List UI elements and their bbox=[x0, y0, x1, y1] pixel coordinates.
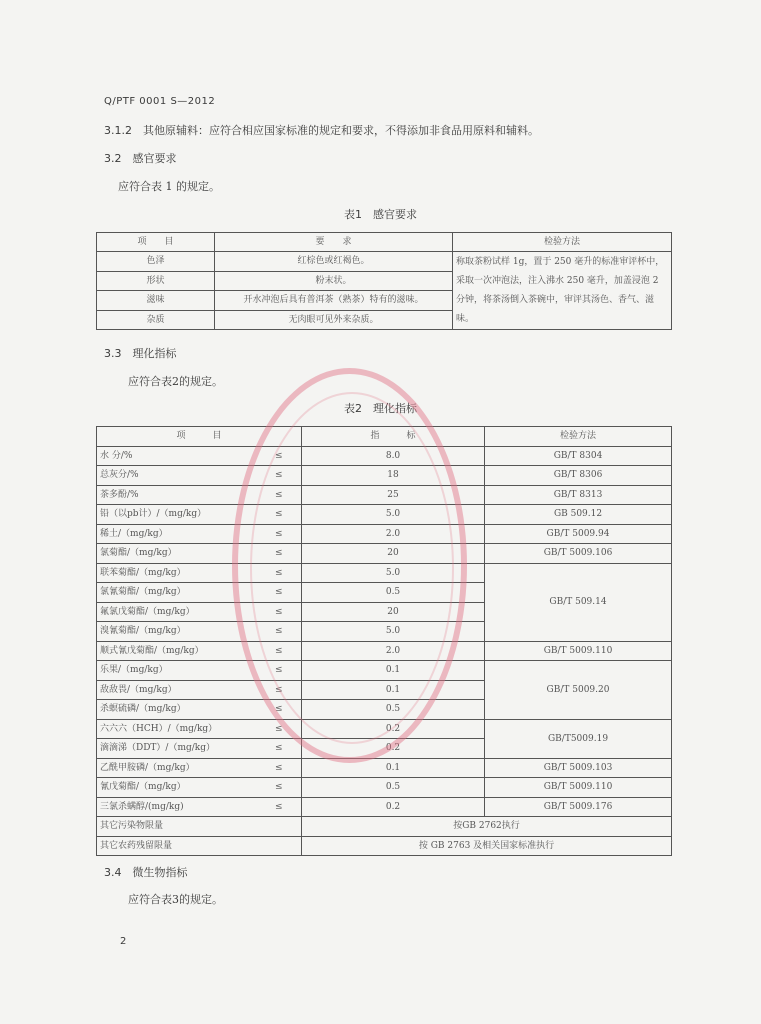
item-cell: 滴滴涕（DDT）/（mg/kg） bbox=[97, 739, 257, 759]
requirement-cell: 红棕色或红褐色。 bbox=[215, 252, 453, 272]
method-cell: GB/T 509.14 bbox=[485, 563, 672, 641]
heading-3-3: 3.3 理化指标 bbox=[104, 347, 177, 360]
value-cell: 0.2 bbox=[302, 797, 485, 817]
value-cell: 5.0 bbox=[302, 622, 485, 642]
value-cell: 8.0 bbox=[302, 446, 485, 466]
value-cell: 2.0 bbox=[302, 524, 485, 544]
table-row bbox=[97, 797, 672, 817]
method-cell: GB/T 8313 bbox=[485, 485, 672, 505]
value-cell: 0.5 bbox=[302, 778, 485, 798]
symbol-cell: ≤ bbox=[257, 758, 302, 778]
item-cell: 乙酰甲胺磷/（mg/kg） bbox=[97, 758, 257, 778]
item-cell: 总灰分/% bbox=[97, 466, 257, 486]
table-row bbox=[97, 817, 672, 837]
symbol-cell: ≤ bbox=[257, 641, 302, 661]
symbol-cell: ≤ bbox=[257, 563, 302, 583]
item-cell: 敌敌畏/（mg/kg） bbox=[97, 680, 257, 700]
table-header-row bbox=[97, 427, 672, 447]
value-cell: 0.1 bbox=[302, 680, 485, 700]
value-cell: 0.1 bbox=[302, 661, 485, 681]
symbol-cell: ≤ bbox=[257, 719, 302, 739]
symbol-cell: ≤ bbox=[257, 661, 302, 681]
method-cell: GB/T 5009.176 bbox=[485, 797, 672, 817]
table-row bbox=[97, 524, 672, 544]
value-cell: 0.1 bbox=[302, 758, 485, 778]
method-cell: GB/T 5009.110 bbox=[485, 778, 672, 798]
method-cell: GB/T 5009.94 bbox=[485, 524, 672, 544]
item-cell: 三氯杀螨醇/(mg/kg) bbox=[97, 797, 257, 817]
clause-3-1-2: 3.1.2 其他原辅料：应符合相应国家标准的规定和要求，不得添加非食品用原料和辅料。 bbox=[104, 124, 539, 137]
item-cell: 氯菊酯/（mg/kg） bbox=[97, 544, 257, 564]
symbol-cell: ≤ bbox=[257, 466, 302, 486]
header-cell: 指 标 bbox=[302, 427, 485, 447]
item-cell: 杂质 bbox=[97, 310, 215, 330]
method-cell: GB/T 8304 bbox=[485, 446, 672, 466]
table-row bbox=[97, 661, 672, 681]
item-cell: 联苯菊酯/（mg/kg） bbox=[97, 563, 257, 583]
symbol-cell: ≤ bbox=[257, 778, 302, 798]
para-3-4: 应符合表3的规定。 bbox=[128, 893, 223, 906]
header-cell: 项 目 bbox=[97, 233, 215, 252]
para-3-2: 应符合表 1 的规定。 bbox=[118, 180, 220, 193]
value-cell: 5.0 bbox=[302, 505, 485, 525]
standard-number: Q/PTF 0001 S—2012 bbox=[104, 96, 216, 107]
method-cell: GB/T 5009.103 bbox=[485, 758, 672, 778]
table-row bbox=[97, 544, 672, 564]
table-row bbox=[97, 446, 672, 466]
heading-3-2: 3.2 感官要求 bbox=[104, 152, 177, 165]
sensory-table bbox=[96, 232, 672, 330]
table-row bbox=[97, 466, 672, 486]
value-cell: 20 bbox=[302, 544, 485, 564]
table-row bbox=[97, 641, 672, 661]
symbol-cell: ≤ bbox=[257, 700, 302, 720]
item-cell: 茶多酚/% bbox=[97, 485, 257, 505]
item-cell: 杀螟硫磷/（mg/kg） bbox=[97, 700, 257, 720]
requirement-cell: 开水冲泡后具有普洱茶（熟茶）特有的滋味。 bbox=[215, 291, 453, 311]
item-cell: 六六六（HCH）/（mg/kg） bbox=[97, 719, 257, 739]
item-cell: 滋味 bbox=[97, 291, 215, 311]
value-cell: 5.0 bbox=[302, 563, 485, 583]
table-row bbox=[97, 485, 672, 505]
table-row bbox=[97, 758, 672, 778]
value-cell: 20 bbox=[302, 602, 485, 622]
value-cell: 25 bbox=[302, 485, 485, 505]
method-cell: GB/T 5009.20 bbox=[485, 661, 672, 720]
symbol-cell: ≤ bbox=[257, 739, 302, 759]
symbol-cell: ≤ bbox=[257, 797, 302, 817]
item-cell: 顺式氰戊菊酯/（mg/kg） bbox=[97, 641, 257, 661]
symbol-cell: ≤ bbox=[257, 622, 302, 642]
heading-3-4: 3.4 微生物指标 bbox=[104, 866, 188, 879]
symbol-cell: ≤ bbox=[257, 544, 302, 564]
header-cell: 检验方法 bbox=[485, 427, 672, 447]
symbol-cell: ≤ bbox=[257, 505, 302, 525]
physicochemical-table bbox=[96, 426, 672, 856]
item-cell: 溴氰菊酯/（mg/kg） bbox=[97, 622, 257, 642]
item-cell: 乐果/（mg/kg） bbox=[97, 661, 257, 681]
value-cell: 0.5 bbox=[302, 700, 485, 720]
table-row bbox=[97, 836, 672, 856]
value-cell: 0.2 bbox=[302, 739, 485, 759]
rule-cell: 按 GB 2763 及相关国家标准执行 bbox=[302, 836, 672, 856]
table2-caption: 表2 理化指标 bbox=[344, 402, 417, 415]
value-cell: 0.5 bbox=[302, 583, 485, 603]
item-cell: 色泽 bbox=[97, 252, 215, 272]
page-number: 2 bbox=[120, 936, 127, 947]
requirement-cell: 粉末状。 bbox=[215, 271, 453, 291]
item-cell: 铅（以pb计）/（mg/kg） bbox=[97, 505, 257, 525]
symbol-cell: ≤ bbox=[257, 680, 302, 700]
symbol-cell: ≤ bbox=[257, 446, 302, 466]
method-cell: GB/T5009.19 bbox=[485, 719, 672, 758]
para-3-3: 应符合表2的规定。 bbox=[128, 375, 223, 388]
table-row bbox=[97, 563, 672, 583]
rule-cell: 按GB 2762执行 bbox=[302, 817, 672, 837]
requirement-cell: 无肉眼可见外来杂质。 bbox=[215, 310, 453, 330]
header-cell: 项 目 bbox=[97, 427, 302, 447]
item-cell: 稀土/（mg/kg） bbox=[97, 524, 257, 544]
item-cell: 氟氯戊菊酯/（mg/kg） bbox=[97, 602, 257, 622]
value-cell: 18 bbox=[302, 466, 485, 486]
symbol-cell: ≤ bbox=[257, 602, 302, 622]
symbol-cell: ≤ bbox=[257, 524, 302, 544]
table-row bbox=[97, 778, 672, 798]
symbol-cell: ≤ bbox=[257, 583, 302, 603]
table-row bbox=[97, 252, 672, 272]
table-row bbox=[97, 719, 672, 739]
method-cell: 称取茶粉试样 1g，置于 250 毫升的标准审评杯中，采取一次冲泡法，注入沸水 250 毫升，加盖浸泡 2 分钟，将茶汤倒入茶碗中，审评其汤色、香气、滋味。 bbox=[453, 252, 672, 330]
value-cell: 2.0 bbox=[302, 641, 485, 661]
value-cell: 0.2 bbox=[302, 719, 485, 739]
method-cell: GB/T 5009.110 bbox=[485, 641, 672, 661]
header-cell: 检验方法 bbox=[453, 233, 672, 252]
method-cell: GB/T 5009.106 bbox=[485, 544, 672, 564]
item-cell: 氰戊菊酯/（mg/kg） bbox=[97, 778, 257, 798]
table-header-row bbox=[97, 233, 672, 252]
table1-caption: 表1 感官要求 bbox=[344, 208, 417, 221]
item-cell: 其它农药残留限量 bbox=[97, 836, 302, 856]
item-cell: 氯氰菊酯/（mg/kg） bbox=[97, 583, 257, 603]
table-row bbox=[97, 505, 672, 525]
method-cell: GB/T 8306 bbox=[485, 466, 672, 486]
header-cell: 要 求 bbox=[215, 233, 453, 252]
item-cell: 形状 bbox=[97, 271, 215, 291]
method-cell: GB 509.12 bbox=[485, 505, 672, 525]
item-cell: 其它污染物限量 bbox=[97, 817, 302, 837]
symbol-cell: ≤ bbox=[257, 485, 302, 505]
item-cell: 水 分/% bbox=[97, 446, 257, 466]
